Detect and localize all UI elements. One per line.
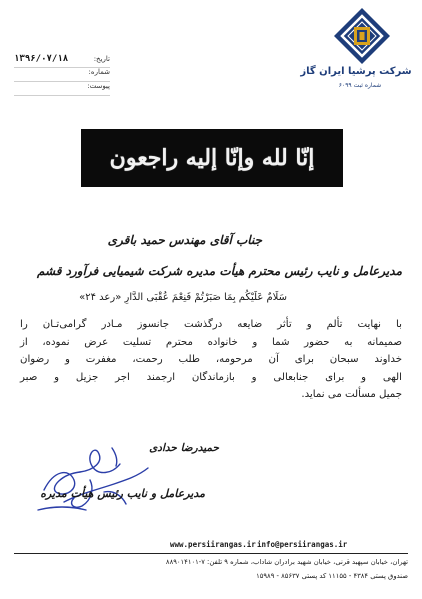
signer-title: مدیرعامل و نایب رئیس هیأت مدیره	[40, 487, 205, 500]
body-line: الهی و برای جنابعالی و بازماندگان ارجمند اجر جزیل و صبر	[20, 371, 402, 383]
attachment-row	[14, 82, 110, 96]
body-line: جمیل مسألت می نماید.	[301, 389, 402, 400]
number-label: شماره:	[88, 68, 110, 76]
date-row	[14, 54, 110, 68]
footer-postal: صندوق پستی ۴۳۸۴ - ۱۱۱۵۵ کد پستی ۸۵۶۳۷ - ۱۵۹۸۹	[256, 572, 408, 580]
recipient-name: جناب آقای مهندس حمید باقری	[107, 233, 262, 247]
letter-body	[20, 316, 402, 404]
footer-address: تهران، خیابان سپهبد قرنی، خیابان شهید برادران شاداب، شماره ۹ تلفن: ۷-۸۸۹۰۱۴۱۰۱	[165, 558, 408, 566]
number-row	[14, 68, 110, 82]
greeting-verse: سَلَامٌ عَلَيْكُم بِمَا صَبَرْتُمْ فَنِعْمَ عُقْبَى الدَّارِ «رعد ۲۴»	[79, 292, 287, 303]
date-label: تاریخ:	[93, 55, 110, 63]
banner-verse: إنّا لله وإنّا إليه راجعون	[109, 145, 315, 171]
recipient-position: مدیرعامل و نایب رئیس محترم هیأت مدیره شرکت شیمیایی فرآورد قشم	[37, 264, 402, 278]
letter-meta	[14, 54, 110, 96]
body-line: خداوند سبحان برای آن مرحومه، طلب رحمت، مغفرت و رضوان	[20, 354, 402, 365]
attachment-label: پیوست:	[87, 82, 110, 90]
body-line: صمیمانه به حضور شما و خانواده محترم تسلیت عرض نموده، از	[20, 336, 402, 348]
signer-name: حمیدرضا حدادی	[149, 442, 219, 454]
footer-email-link[interactable]: info@persiirangas.ir	[257, 540, 348, 549]
persia-gas-logo-icon	[332, 6, 392, 66]
body-line: با نهایت تألم و تأثر ضایعه درگذشت جانسوز مـادر گرامی‌تـان را	[20, 319, 402, 330]
date-value: ۱۳۹۶/۰۷/۱۸	[14, 54, 69, 64]
company-name: شرکت پرشیا ایران گاز	[300, 66, 412, 77]
footer-website-link[interactable]: www.persiirangas.ir	[170, 540, 256, 549]
company-registration: شماره ثبت ۶۰۹۹	[338, 82, 382, 89]
handwritten-signature	[34, 440, 154, 518]
footer-divider	[14, 553, 408, 554]
condolence-banner	[81, 129, 343, 187]
